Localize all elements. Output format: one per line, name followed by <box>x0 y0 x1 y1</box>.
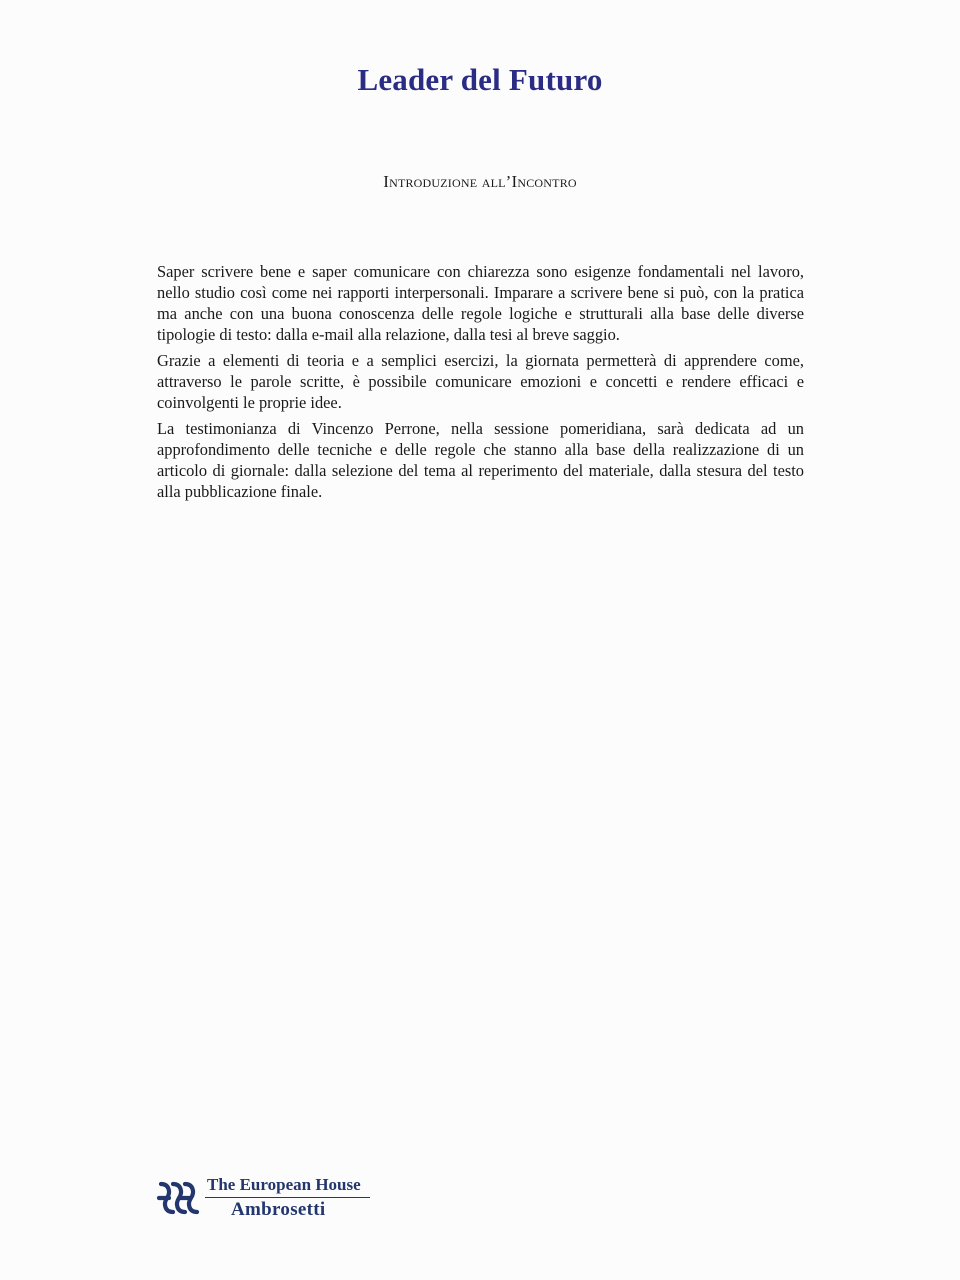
body-text <box>157 261 804 507</box>
logo-divider <box>205 1197 370 1198</box>
ambrosetti-logo <box>155 1176 375 1220</box>
paragraph-3: La testimonianza di Vincenzo Perrone, nella sessione pomeridiana, sarà dedicata ad un approfondimento delle tecniche e delle regole che stanno alla base della realizzazione di un articolo di giornale: dalla selezione del tema al reperimento del materiale, dalla stesura del testo alla pubblicazione finale. <box>157 419 804 501</box>
paragraph-2: Grazie a elementi di teoria e a semplici esercizi, la giornata permetterà di apprendere come, attraverso le parole scritte, è possibile comunicare emozioni e concetti e rendere efficaci e coinvolgenti le proprie idee. <box>157 351 804 412</box>
paragraph-1: Saper scrivere bene e saper comunicare con chiarezza sono esigenze fondamentali nel lavoro, nello studio così come nei rapporti interpersonali. Imparare a scrivere bene si può, con la pratica ma anche con una buona conoscenza delle regole logiche e strutturali alla base delle diverse tipologie di testo: dalla e-mail alla relazione, dalla tesi al breve saggio. <box>157 262 804 344</box>
ambrosetti-logo-icon <box>155 1178 201 1218</box>
logo-line-1: The European House <box>207 1175 361 1194</box>
logo-line-2: Ambrosetti <box>231 1199 326 1220</box>
section-heading: Introduzione all’Incontro <box>383 172 577 191</box>
page-title: Leader del Futuro <box>357 62 603 97</box>
